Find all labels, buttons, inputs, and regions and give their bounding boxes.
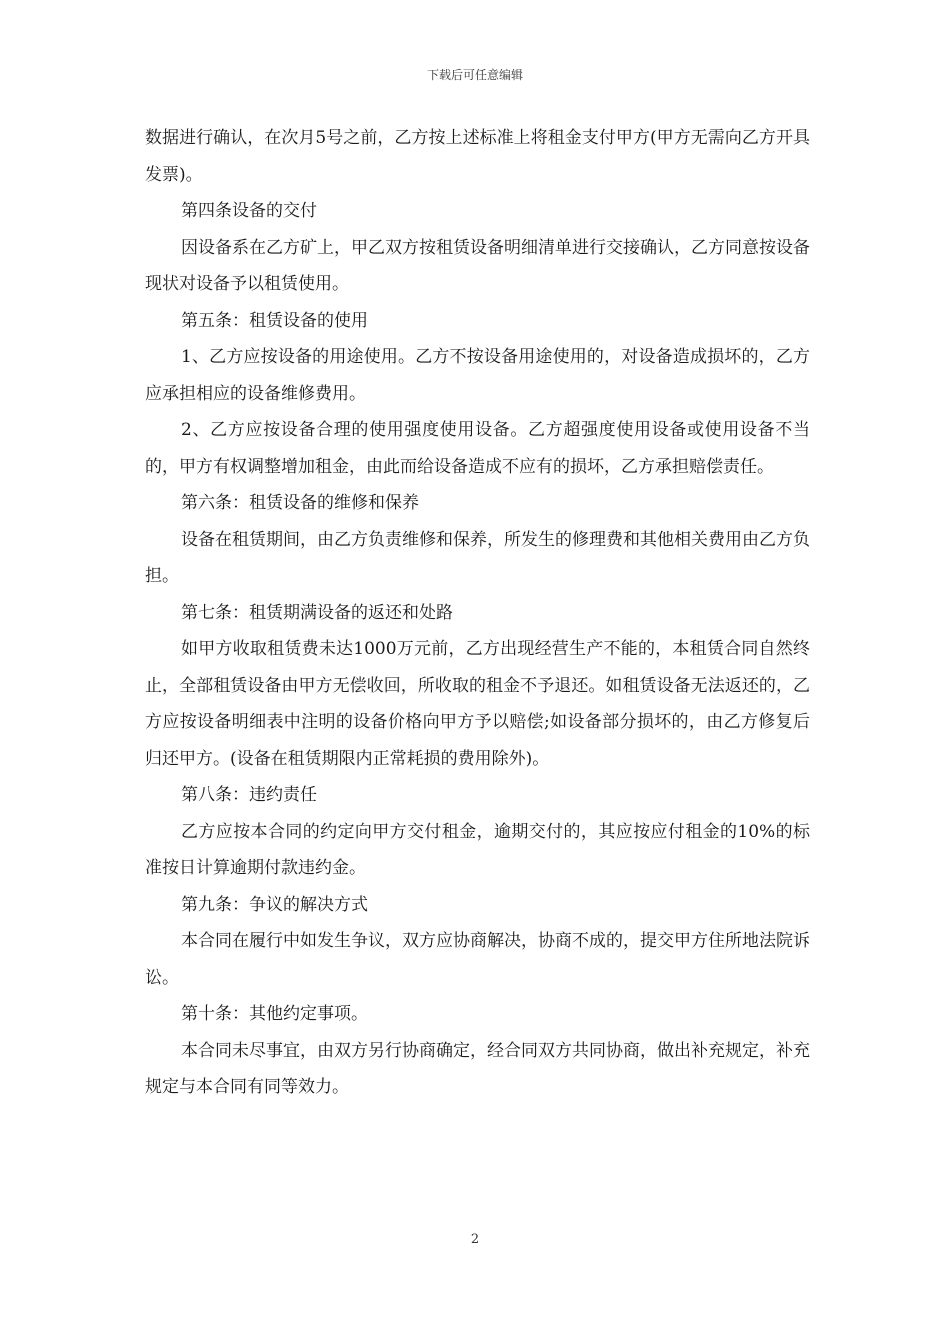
paragraph-8: 设备在租赁期间，由乙方负责维修和保养，所发生的修理费和其他相关费用由乙方负担。 [145, 529, 810, 586]
paragraph-6: 2、乙方应按设备合理的使用强度使用设备。乙方超强度使用设备或使用设备不当的，甲方有权调整增加租金，由此而给设备造成不应有的损坏，乙方承担赔偿责任。 [145, 420, 810, 477]
paragraph-16: 本合同未尽事宜，由双方另行协商确定，经合同双方共同协商，做出补充规定，补充规定与本合同有同等效力。 [145, 1040, 810, 1097]
section-heading-5: 第五条：租赁设备的使用 [181, 310, 368, 331]
page-number: 2 [470, 1232, 480, 1247]
paragraph-14: 本合同在履行中如发生争议，双方应协商解决，协商不成的，提交甲方住所地法院诉讼。 [145, 931, 810, 988]
section-heading-7: 第七条：租赁期满设备的返还和处路 [181, 602, 453, 623]
paragraph-5: 1、乙方应按设备的用途使用。乙方不按设备用途使用的，对设备造成损坏的，乙方应承担相应的设备维修费用。 [145, 347, 810, 404]
section-heading-4: 第四条设备的交付 [181, 201, 317, 221]
document-body [145, 120, 810, 1106]
page-header: 下载后可任意编辑 [426, 68, 523, 82]
section-heading-6: 第六条：租赁设备的维修和保养 [181, 493, 419, 513]
paragraph-10: 如甲方收取租赁费未达1000万元前，乙方出现经营生产不能的，本租赁合同自然终止，全部租赁设备由甲方无偿收回，所收取的租金不予退还。如租赁设备无法返还的，乙方应按设备明细表中注明的设备价格向甲方予以赔偿;如设备部分损坏的，由乙方修复后归还甲方。(设备在租赁期限内正常耗损的费用除外)。 [145, 639, 810, 769]
paragraph-12: 乙方应按本合同的约定向甲方交付租金，逾期交付的，其应按应付租金的10%的标准按日计算逾期付款违约金。 [145, 821, 810, 878]
paragraph-1: 数据进行确认，在次月5号之前，乙方按上述标准上将租金支付甲方(甲方无需向乙方开具发票)。 [145, 128, 810, 185]
paragraph-3: 因设备系在乙方矿上，甲乙双方按租赁设备明细清单进行交接确认，乙方同意按设备现状对设备予以租赁使用。 [145, 237, 810, 294]
section-heading-10: 第十条：其他约定事项。 [181, 1004, 368, 1024]
section-heading-8: 第八条：违约责任 [181, 785, 317, 805]
section-heading-9: 第九条：争议的解决方式 [181, 894, 368, 915]
